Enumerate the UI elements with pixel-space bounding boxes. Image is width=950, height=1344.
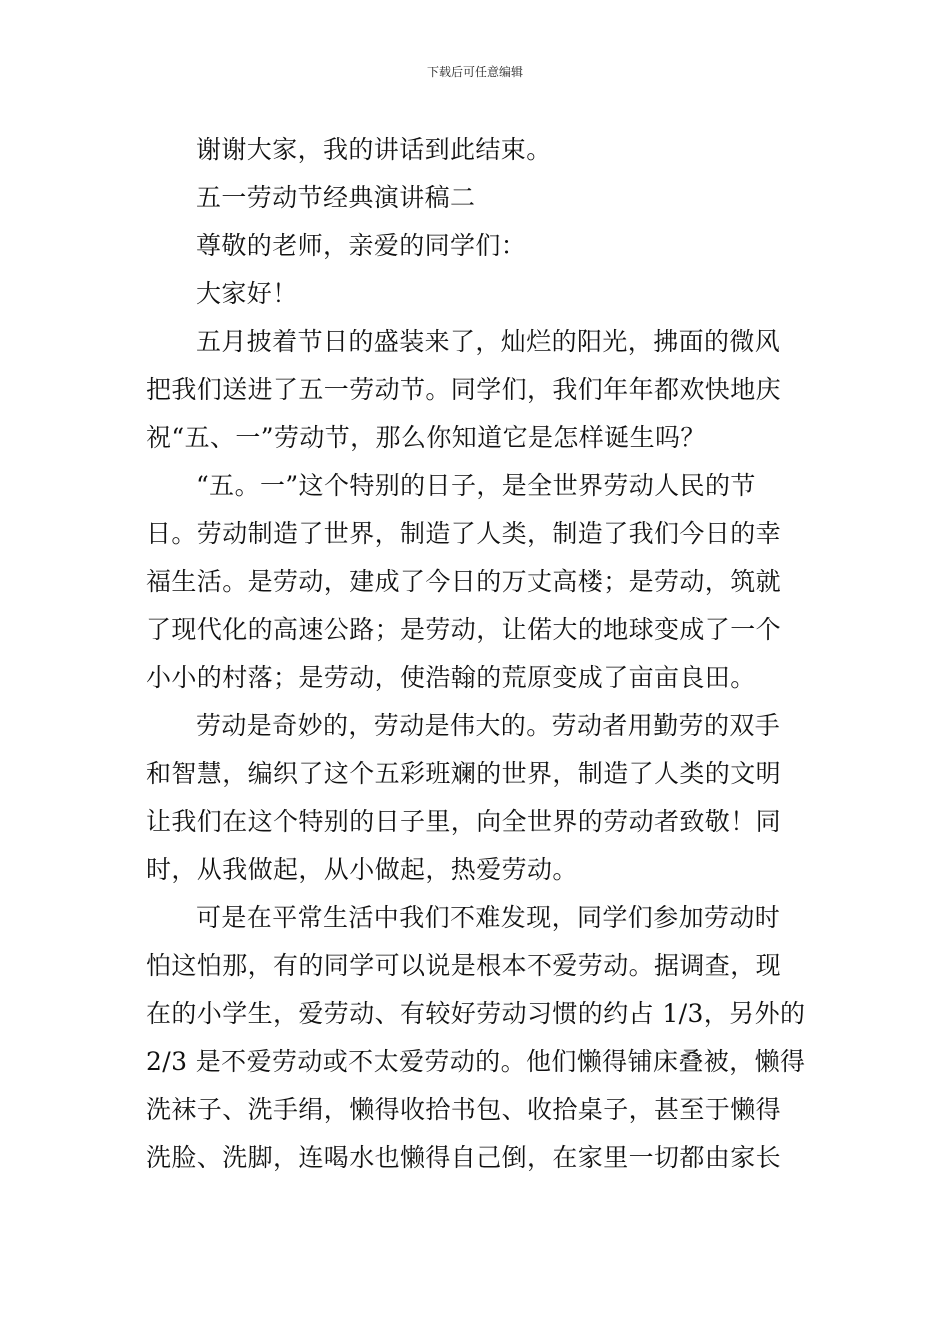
paragraph-2-line-4: 了现代化的高速公路；是劳动，让偌大的地球变成了一个 (146, 615, 782, 644)
paragraph-4-line-4: 2/3 是不爱劳动或不太爱劳动的。他们懒得铺床叠被，懒得 (146, 1047, 806, 1076)
paragraph-3-line-3: 让我们在这个特别的日子里，向全世界的劳动者致敬！同 (146, 807, 782, 836)
paragraph-2-line-2: 日。劳动制造了世界，制造了人类，制造了我们今日的幸 (146, 519, 782, 548)
paragraph-2-line-5: 小小的村落；是劳动，使浩翰的荒原变成了亩亩良田。 (146, 663, 756, 692)
section-title: 五一劳动节经典演讲稿二 (196, 183, 476, 212)
closing-line: 谢谢大家，我的讲话到此结束。 (196, 135, 552, 164)
document-body (146, 126, 808, 1182)
paragraph-2-line-3: 福生活。是劳动，建成了今日的万丈高楼；是劳动，筑就 (146, 567, 782, 596)
paragraph-2-line-1: “五。一”这个特别的日子，是全世界劳动人民的节 (196, 471, 756, 500)
paragraph-4-line-3: 在的小学生，爱劳动、有较好劳动习惯的约占 1/3，另外的 (146, 999, 806, 1028)
paragraph-1-line-2: 把我们送进了五一劳动节。同学们，我们年年都欢快地庆 (146, 375, 782, 404)
paragraph-3-line-2: 和智慧，编织了这个五彩班斓的世界，制造了人类的文明 (146, 759, 782, 788)
page-header: 下载后可任意编辑 (426, 65, 523, 79)
paragraph-3-line-4: 时，从我做起，从小做起，热爱劳动。 (146, 855, 578, 884)
paragraph-1-line-3: 祝“五、一”劳动节，那么你知道它是怎样诞生吗？ (146, 423, 706, 452)
paragraph-4-line-1: 可是在平常生活中我们不难发现，同学们参加劳动时 (196, 903, 781, 932)
paragraph-3-line-1: 劳动是奇妙的，劳动是伟大的。劳动者用勤劳的双手 (196, 711, 781, 740)
paragraph-4-line-6: 洗脸、洗脚，连喝水也懒得自己倒，在家里一切都由家长 (146, 1143, 782, 1172)
paragraph-4-line-2: 怕这怕那，有的同学可以说是根本不爱劳动。据调查，现 (146, 951, 782, 980)
salutation: 尊敬的老师，亲爱的同学们： (196, 231, 527, 260)
paragraph-1-line-1: 五月披着节日的盛装来了，灿烂的阳光，拂面的微风 (196, 327, 781, 356)
paragraph-4-line-5: 洗袜子、洗手绢，懒得收拾书包、收拾桌子，甚至于懒得 (146, 1095, 782, 1124)
greeting: 大家好！ (196, 279, 298, 308)
